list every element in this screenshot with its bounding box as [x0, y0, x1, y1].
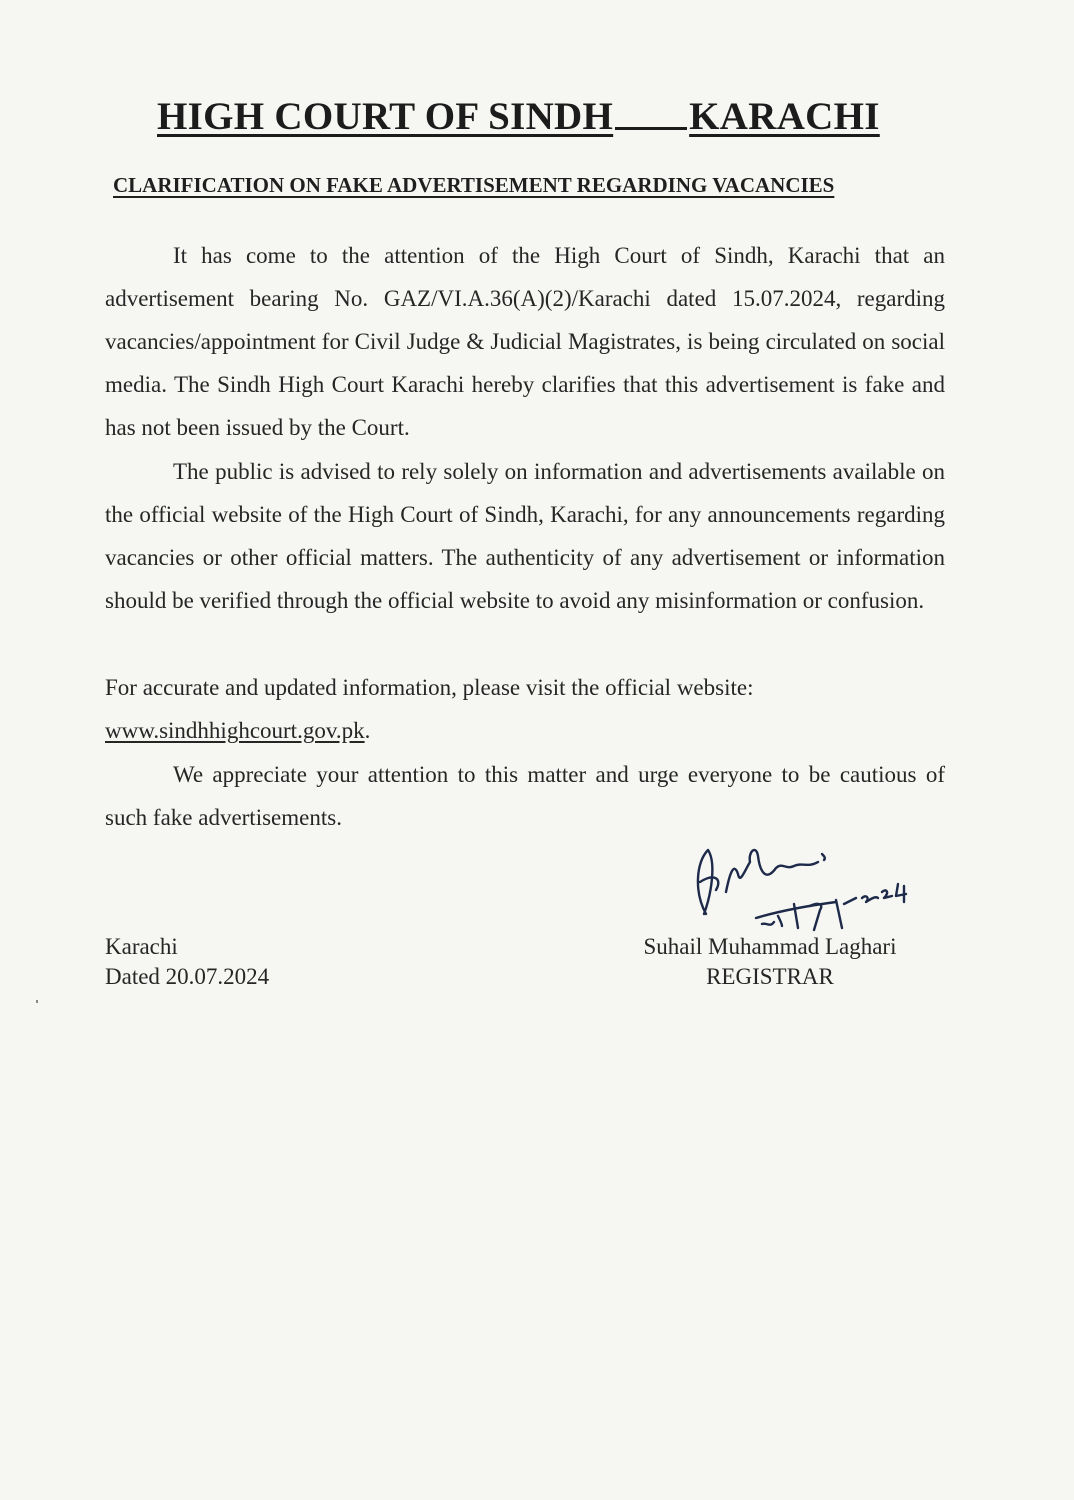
page-title [157, 94, 897, 139]
paragraph-3 [105, 666, 945, 752]
scan-speck [36, 1000, 38, 1003]
signatory-name: Suhail Muhammad Laghari [643, 934, 897, 959]
place: Karachi [105, 934, 178, 959]
place-and-date [105, 932, 269, 992]
signatory-block [600, 932, 940, 992]
paragraph-3-text: For accurate and updated information, please visit the official website: [105, 675, 754, 700]
website-link[interactable]: www.sindhhighcourt.gov.pk [105, 718, 365, 743]
paragraph-4: We appreciate your attention to this matter and urge everyone to be cautious of such fake advertisements. [105, 762, 945, 830]
paragraph-3-end: . [364, 718, 371, 743]
title-right: KARACHI [689, 95, 880, 138]
title-gap [615, 97, 687, 130]
handwritten-signature [686, 832, 926, 932]
signatory-title: REGISTRAR [706, 964, 834, 989]
document-subtitle: CLARIFICATION ON FAKE ADVERTISEMENT REGARDING VACANCIES [113, 173, 835, 197]
paragraph-1: It has come to the attention of the High Court of Sindh, Karachi that an advertisement bearing No. GAZ/VI.A.36(A)(2)/Karachi dated 15.07.2024, regarding vacancies/appointment for Civil Judge & Judicial Magistrates, is being circulated on social media. The Sindh High Court Karachi hereby clarifies that this advertisement is fake and has not been issued by the Court. [105, 243, 945, 440]
paragraph-2: The public is advised to rely solely on information and advertisements available on the official website of the High Court of Sindh, Karachi, for any announcements regarding vacancies or other official matters. The authenticity of any advertisement or information should be verified through the official website to avoid any misinformation or confusion. [105, 459, 945, 613]
title-left: HIGH COURT OF SINDH [157, 95, 614, 138]
date: Dated 20.07.2024 [105, 964, 270, 989]
